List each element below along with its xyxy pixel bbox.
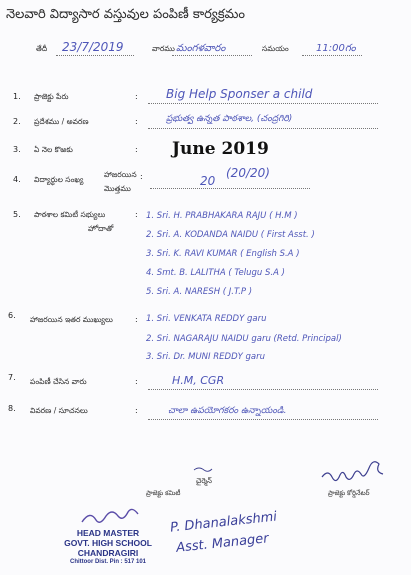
field-5-number: 5. [13, 210, 21, 219]
field-1-label: ప్రాజెక్టు పేరు [34, 92, 69, 101]
stamp-line-1: HEAD MASTER [76, 528, 140, 538]
form-title: నెలవారి విద్యాసార వస్తువుల పంపిణీ కార్యక్రమం [6, 7, 245, 22]
field-4-total-label: మొత్తము [104, 184, 131, 193]
day-value: మంగళవారం [176, 43, 226, 54]
field-7-number: 7. [8, 373, 16, 382]
field-8-number: 8. [8, 404, 16, 413]
field-7-label: పంపిణీ చేసిన వారు [30, 377, 87, 386]
stamp-line-4: Chittoor Dist. Pin : 517 101 [69, 559, 147, 565]
coordinator-label: ప్రాజెక్టు కోర్డినేటర్ [328, 489, 370, 497]
committee-member-5: 5. Sri. A. NARESH ( J.T.P ) [146, 287, 253, 297]
signatory-title: Asst. Manager [175, 531, 270, 556]
field-1-value: Big Help Sponser a child [166, 87, 313, 101]
field-8-value: చాలా ఉపయోగకరం ఉన్నాయండి. [168, 406, 287, 416]
field-6-label: హాజరయిన ఇతర ముఖ్యులు [30, 315, 113, 324]
other-attendee-2: 2. Sri. NAGARAJU NAIDU garu (Retd. Principal) [146, 334, 342, 344]
date-value: 23/7/2019 [62, 40, 124, 54]
school-stamp [58, 528, 158, 566]
chairman-label: చైర్మెన్ [196, 477, 212, 485]
field-3-number: 3. [13, 145, 21, 154]
time-value: 11:00గం [316, 43, 356, 54]
month-banner: June 2019 [172, 139, 269, 159]
field-2-value: ప్రభుత్వ ఉన్నత పాఠశాల, (చంద్రగిరి) [166, 114, 293, 124]
field-4-label: విద్యార్థుల సంఖ్య [34, 175, 84, 184]
field-4-value-fraction: (20/20) [226, 166, 270, 180]
field-3-label: ఏ నెల కొఱకు [34, 145, 73, 154]
field-2-label: ప్రదేశము / అవరణ [34, 117, 89, 126]
stamp-line-2: GOVT. HIGH SCHOOL [64, 538, 152, 548]
field-4-value: 20 [200, 174, 216, 188]
other-attendee-3: 3. Sri. Dr. MUNI REDDY garu [146, 352, 265, 362]
committee-member-3: 3. Sri. K. RAVI KUMAR ( English S.A ) [146, 249, 300, 259]
day-label: వారము [152, 44, 175, 53]
committee-sign-label: ప్రాజెక్టు కమిటీ [146, 489, 181, 497]
signatory-name: P. Dhanalakshmi [169, 509, 278, 536]
time-label: సమయం [262, 44, 289, 53]
committee-member-2: 2. Sri. A. KODANDA NAIDU ( First Asst. ) [146, 230, 315, 240]
field-5-designation-label: హోదాతో [88, 224, 114, 233]
field-4-attended-label: హాజరయిన [104, 170, 137, 179]
date-label: తేదీ [36, 44, 48, 53]
field-1-number: 1. [13, 92, 21, 101]
stamp-line-3: CHANDRAGIRI [77, 548, 139, 558]
field-7-value: H.M, CGR [172, 374, 225, 387]
committee-member-1: 1. Sri. H. PRABHAKARA RAJU ( H.M ) [146, 211, 298, 221]
field-4-number: 4. [13, 175, 21, 184]
field-5-label: పాఠశాల కమిటీ సభ్యులు [34, 210, 106, 219]
field-8-label: వివరణ / సూచనలు [30, 406, 88, 415]
field-2-number: 2. [13, 117, 21, 126]
other-attendee-1: 1. Sri. VENKATA REDDY garu [146, 314, 267, 324]
committee-member-4: 4. Smt. B. LALITHA ( Telugu S.A ) [146, 268, 285, 278]
distribution-form: నెలవారి విద్యాసార వస్తువుల పంపిణీ కార్యక్రమం తేదీ 23/7/2019 వారము మంగళవారం సమయం 11:00గం June 2019 1. ప్రాజెక్టు పేరు : Big Help Sponser a child 2. ప్రదేశము / అవరణ : ప్రభుత్వ ఉన్నత పాఠశాల, (చంద్రగిరి) 3. ఏ నెల కొఱకు : 4. విద్యార్థుల సంఖ్య హాజరయిన మొత్తము : 20 (20/20) 5. పాఠశాల కమిటీ సభ్యులు హోదాతో : 1. Sri. H. PRABHAKARA RAJU ( H.M ) 2. Sri. A. KODANDA NAIDU ( First Asst. ) 3. Sri. K. RAVI KUMAR ( English S.A ) 4. Smt. B. LALITHA ( Telugu S.A ) 5. Sri. A. NARESH ( J.T.P ) 6. హాజరయిన ఇతర ముఖ్యులు : 1. Sri. VENKATA REDDY garu 2. Sri. NAGARAJU NAIDU garu (Retd. Principal) 3. Sri. Dr. MUNI REDDY garu 7. పంపిణీ చేసిన వారు : H.M, CGR 8. వివరణ / సూచనలు : చాలా ఉపయోగకరం ఉన్నాయండి. ప్రాజెక్టు కమిటీ చైర్మెన్ ప్రాజెక్టు కోర్డినేటర్ HEAD MASTER GOVT. HIGH SCHOOL CHANDRAGIRI Chittoor Dist. Pin : 517 101 P. Dhanalakshmi Asst. Manager [0, 0, 411, 575]
field-6-number: 6. [8, 311, 16, 320]
